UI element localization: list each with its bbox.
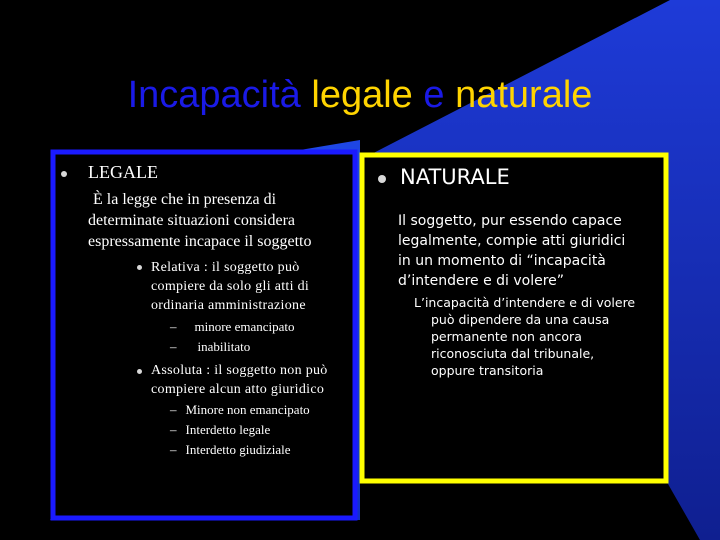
relativa-line: Relativa : il soggetto può xyxy=(151,260,300,275)
paragraph-line: in un momento di “incapacità xyxy=(398,253,606,269)
paragraph-line: d’intendere e di volere” xyxy=(398,273,565,289)
dash-marker: – xyxy=(170,422,177,437)
title-part-e: e xyxy=(423,74,445,116)
bullet-icon xyxy=(137,265,142,270)
left-heading: LEGALE xyxy=(88,162,158,182)
list-item: – Minore non emancipato xyxy=(170,402,310,417)
list-item: – inabilitato xyxy=(170,339,251,354)
list-item: – minore emancipato xyxy=(170,319,295,334)
dash-marker: – xyxy=(170,402,177,417)
definition-line: determinate situazioni considera xyxy=(88,212,296,229)
paragraph-line: permanente non ancora xyxy=(431,329,582,344)
title-part-legale: legale xyxy=(311,74,413,116)
relativa-text xyxy=(151,258,309,315)
definition-line: È la legge che in presenza di xyxy=(93,191,277,208)
definition-line: espressamente incapace il soggetto xyxy=(88,233,312,250)
right-paragraph-1 xyxy=(398,211,662,291)
dash-marker: – xyxy=(170,339,177,354)
title-part-naturale: naturale xyxy=(455,74,593,116)
assoluta-text xyxy=(151,361,328,399)
dash-marker: – xyxy=(170,319,177,334)
assoluta-list xyxy=(170,400,310,460)
relativa-line: ordinaria amministrazione xyxy=(151,298,306,313)
right-paragraph-2 xyxy=(414,294,664,379)
paragraph-line: L’incapacità d’intendere e di volere xyxy=(414,295,636,310)
relativa-list xyxy=(170,317,295,357)
paragraph-line: può dipendere da una causa xyxy=(431,312,610,327)
paragraph-line: riconosciuta dal tribunale, xyxy=(431,346,595,361)
title-part-incapacita: Incapacità xyxy=(127,74,301,116)
paragraph-line: Il soggetto, pur essendo capace xyxy=(398,213,622,229)
dash-marker: – xyxy=(170,442,177,457)
slide-title xyxy=(0,72,720,118)
bullet-icon xyxy=(61,171,67,177)
relativa-line: compiere da solo gli atti di xyxy=(151,279,310,294)
bullet-icon xyxy=(378,175,386,183)
assoluta-line: Assoluta : il soggetto non può xyxy=(151,363,328,378)
paragraph-line: oppure transitoria xyxy=(431,363,544,378)
list-item: – Interdetto giudiziale xyxy=(170,442,291,457)
right-heading: NATURALE xyxy=(400,165,510,189)
assoluta-line: compiere alcun atto giuridico xyxy=(151,382,325,397)
bullet-icon xyxy=(137,369,142,374)
left-definition xyxy=(88,189,353,252)
paragraph-line: legalmente, compie atti giuridici xyxy=(398,233,626,249)
list-item: – Interdetto legale xyxy=(170,422,271,437)
